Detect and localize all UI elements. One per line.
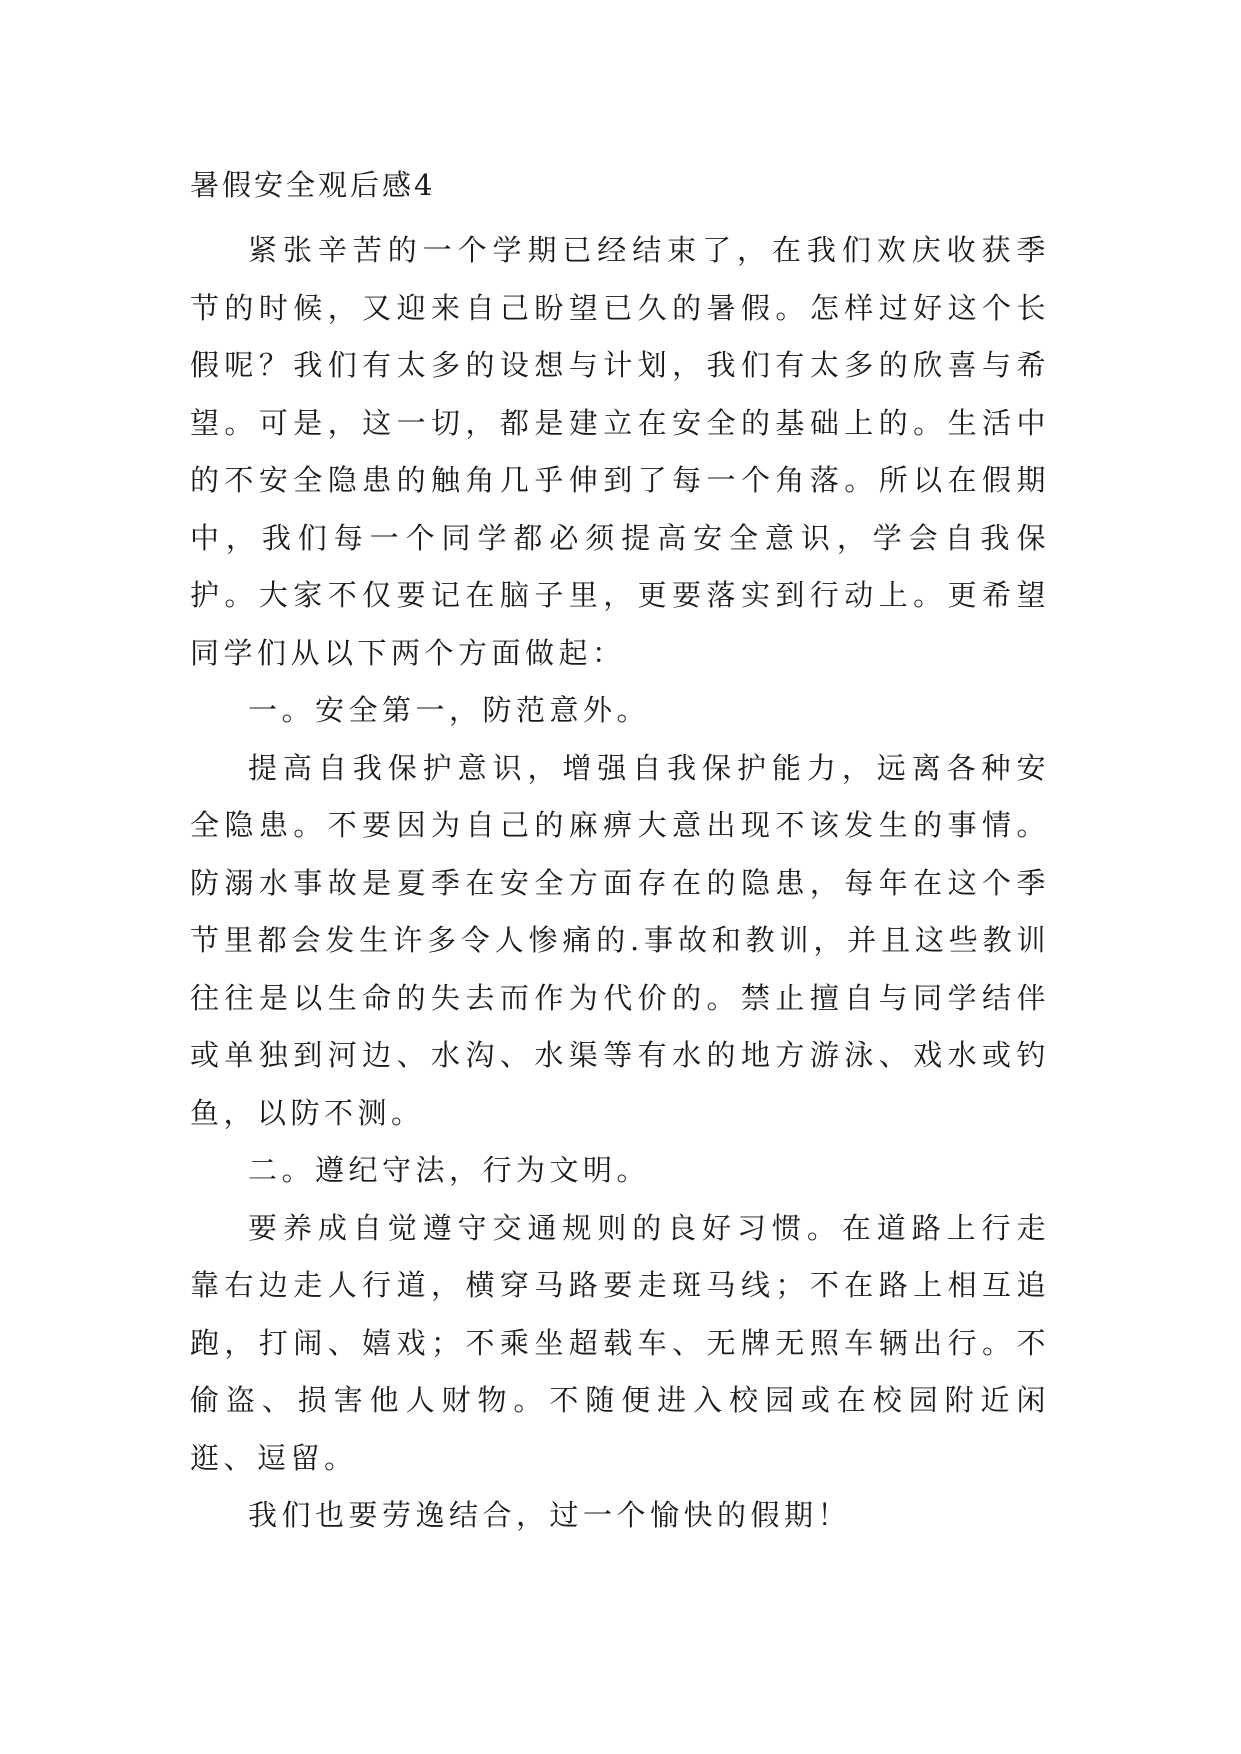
section-heading-conduct: 二。遵纪守法，行为文明。: [248, 1153, 651, 1187]
paragraph-conduct: 要养成自觉遵守交通规则的良好习惯。在道路上行走靠右边走人行道，横穿马路要走斑马线；不在路上相互追跑，打闹、嬉戏；不乘坐超载车、无牌无照车辆出行。不偷盗、损害他人财物。不随便进入校园或在校园附近闲逛、逗留。: [190, 1210, 1050, 1475]
document-body: [190, 222, 1050, 1545]
paragraph-intro: 紧张辛苦的一个学期已经结束了，在我们欢庆收获季节的时候，又迎来自己盼望已久的暑假。怎样过好这个长假呢？我们有太多的设想与计划，我们有太多的欣喜与希望。可是，这一切，都是建立在安全的基础上的。生活中的不安全隐患的触角几乎伸到了每一个角落。所以在假期中，我们每一个同学都必须提高安全意识，学会自我保护。大家不仅要记在脑子里，更要落实到行动上。更希望同学们从以下两个方面做起：: [190, 233, 1050, 670]
document-title: 暑假安全观后感4: [190, 168, 436, 202]
section-heading-safety: 一。安全第一，防范意外。: [248, 693, 651, 727]
paragraph-closing: 我们也要劳逸结合，过一个愉快的假期！: [248, 1498, 852, 1532]
paragraph-safety: 提高自我保护意识，增强自我保护能力，远离各种安全隐患。不要因为自己的麻痹大意出现不该发生的事情。防溺水事故是夏季在安全方面存在的隐患，每年在这个季节里都会发生许多令人惨痛的.事故和教训，并且这些教训往往是以生命的失去而作为代价的。禁止擅自与同学结伴或单独到河边、水沟、水渠等有水的地方游泳、戏水或钓鱼，以防不测。: [190, 750, 1050, 1130]
